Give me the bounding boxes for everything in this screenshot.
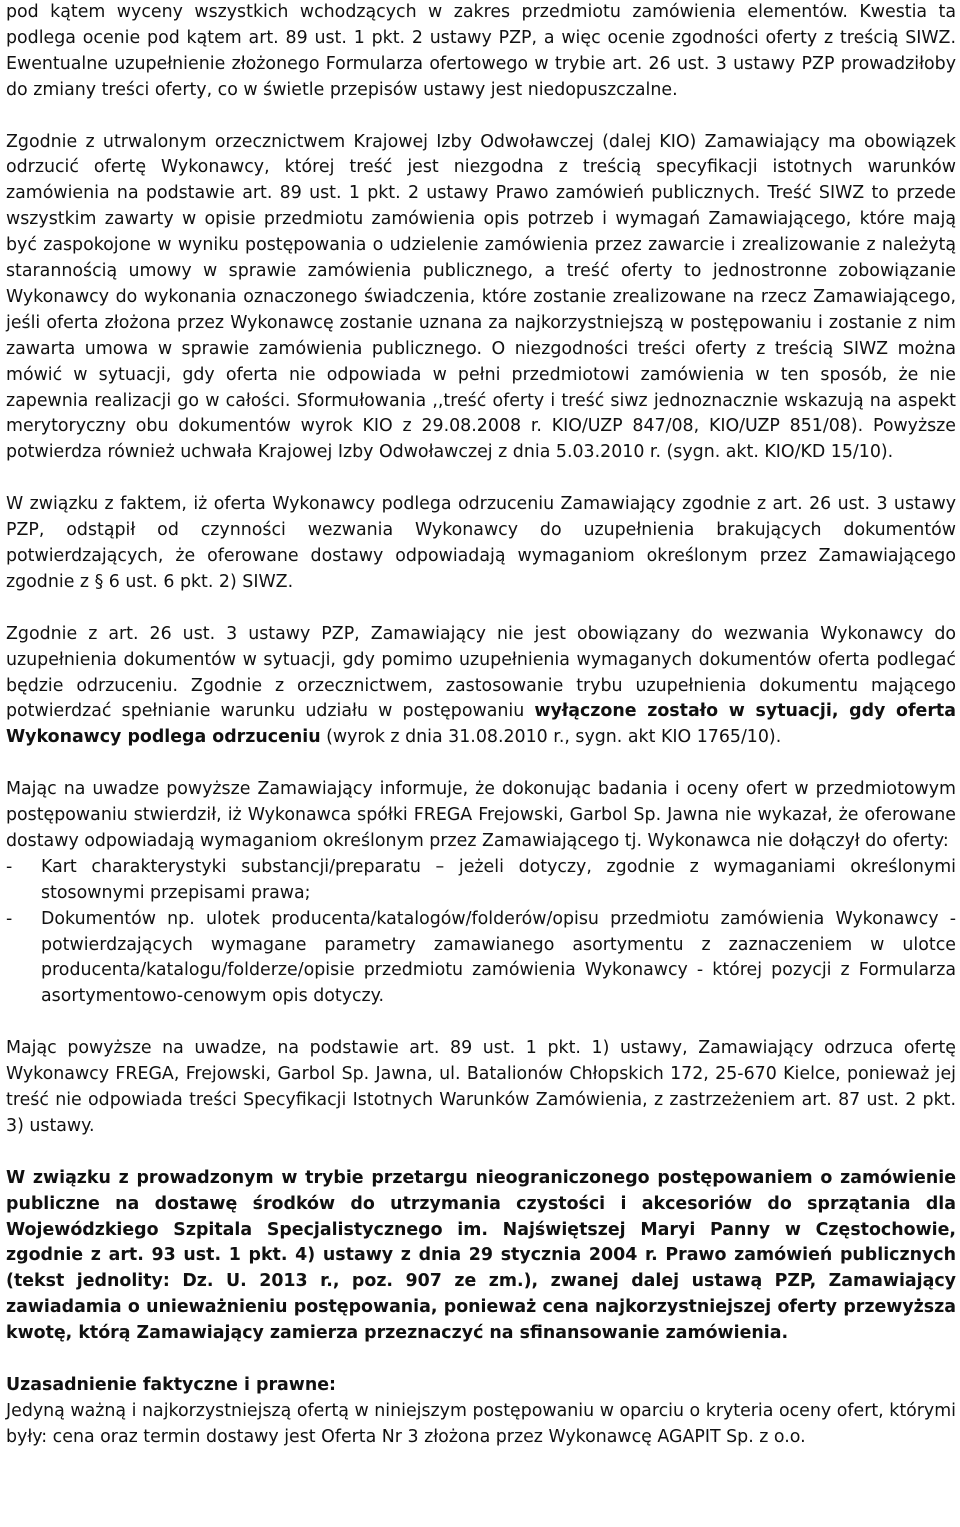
paragraph-intro: pod kątem wyceny wszystkich wchodzących w zakres przedmiotu zamówienia elementów. Kwestia ta podlega ocenie pod kątem art. 89 ust. 1 pkt. 2 ustawy PZP, a więc ocenie zgodności oferty z treścią SIWZ. Ewentualne uzupełnienie złożonego Formularza ofertowego w trybie art. 26 ust. 3 ustawy PZP prowadziłoby do zmiany treści oferty, co w świetle przepisów ustawy jest niedopuszczalne. (6, 2, 956, 100)
list-item (6, 907, 956, 1011)
paragraph-best-offer: Jedyną ważną i najkorzystniejszą ofertą w niniejszym postępowaniu w oparciu o kryteria oceny ofert, którymi były: cena oraz termin dostawy jest Oferta Nr 3 złożona przez Wykonawcę AGAPIT Sp. z o.o. (6, 1400, 956, 1447)
paragraph-art-26-text: Zgodnie z art. 26 ust. 3 ustawy PZP, Zamawiający nie jest obowiązany do wezwania Wykonawcy do uzupełnienia dokumentów w sytuacji, gdy pomimo uzupełnienia wymaganych dokumentów oferta podlegać będzie odrzuceniu. Zgodnie z orzecznictwem, zastosowanie trybu uzupełnienia dokumentu mającego potwierdzać spełnianie warunku udziału w postępowaniu (6, 623, 956, 722)
paragraph-withdrawal: W związku z faktem, iż oferta Wykonawcy podlega odrzuceniu Zamawiający zgodnie z art. 26 ust. 3 ustawy PZP, odstąpił od czynności wezwania Wykonawcy do uzupełnienia brakujących dokumentów potwierdzających, że oferowane dostawy odpowiadają wymaganiom określonym przez Zamawiającego zgodnie z § 6 ust. 6 pkt. 2) SIWZ. (6, 494, 956, 592)
document-page (6, 0, 956, 1451)
section-heading-justification: Uzasadnienie faktyczne i prawne: (6, 1374, 336, 1395)
list-dash: - (6, 856, 13, 877)
list-item-text: Dokumentów np. ulotek producenta/katalogów/folderów/opisu przedmiotu zamówienia Wykonawcy - potwierdzających wymagane parametry zamawianego asortymentu z zaznaczeniem w ulotce producenta/katalogu/folderze/opisie przedmiotu zamówienia Wykonawcy - której pozycji z Formularza asortymentowo-cenowym opis dotyczy. (41, 908, 956, 1007)
paragraph-kio-case-law: Zgodnie z utrwalonym orzecznictwem Krajowej Izby Odwoławczej (dalej KIO) Zamawiający ma obowiązek odrzucić ofertę Wykonawcy, której treść jest niezgodna z treścią specyfikacji istotnych warunków zamówienia na podstawie art. 89 ust. 1 pkt. 2 ustawy Prawo zamówień publicznych. Treść SIWZ to przede wszystkim zawarty w opisie przedmiotu zamówienia opis potrzeb i wymagań Zamawiającego, które mają być zaspokojone w wyniku postępowania o udzielenie zamówienia przez zawarcie i zrealizowanie z należytą starannością umowy w sprawie zamówienia publicznego, a treść oferty to jednostronne zobowiązanie Wykonawcy do wykonania oznaczonego świadczenia, które zostanie zrealizowane na rzecz Zamawiającego, jeśli oferta złożona przez Wykonawcę zostanie uznana za najkorzystniejszą w postępowaniu i zostanie z nim zawarta umowa w sprawie zamówienia publicznego. O niezgodności treści oferty z treścią SIWZ można mówić w sytuacji, gdy oferta nie odpowiada w pełni przedmiotowi zamówienia w ten sposób, że nie zapewnia realizacji go w całości. Sformułowania ,,treść oferty i treść siwz jednoznacznie wskazują na aspekt merytoryczny obu dokumentów wyrok KIO z 29.08.2008 r. KIO/UZP 847/08, KIO/UZP 851/08). Powyższe potwierdza również uchwała Krajowej Izby Odwoławczej z dnia 5.03.2010 r. (sygn. akt. KIO/KD 15/10). (6, 131, 956, 463)
list-item-text: Kart charakterystyki substancji/preparatu – jeżeli dotyczy, zgodnie z wymaganiami określonymi stosownymi przepisami prawa; (41, 856, 956, 903)
list-dash: - (6, 908, 13, 929)
paragraph-art-26-bold: wyłączone zostało w sytuacji, gdy oferta Wykonawcy podlega odrzuceniu (6, 701, 956, 748)
list-item (6, 855, 956, 907)
paragraph-art-26-tail: (wyrok z dnia 31.08.2010 r., sygn. akt KIO 1765/10). (320, 727, 782, 748)
paragraph-cancellation-notice: W związku z prowadzonym w trybie przetargu nieograniczonego postępowaniem o zamówienie publiczne na dostawę środków do utrzymania czystości i akcesoriów do sprzątania dla Wojewódzkiego Szpitala Specjalistycznego im. Najświętszej Maryi Panny w Częstochowie, zgodnie z art. 93 ust. 1 pkt. 4) ustawy z dnia 29 stycznia 2004 r. Prawo zamówień publicznych (tekst jednolity: Dz. U. 2013 r., poz. 907 ze zm.), zwanej dalej ustawą PZP, Zamawiający zawiadamia o unieważnieniu postępowania, ponieważ cena najkorzystniejszej oferty przewyższa kwotę, którą Zamawiający zamierza przeznaczyć na sfinansowanie zamówienia. (6, 1167, 956, 1344)
paragraph-rejection: Mając powyższe na uwadze, na podstawie art. 89 ust. 1 pkt. 1) ustawy, Zamawiający odrzuca ofertę Wykonawcy FREGA, Frejowski, Garbol Sp. Jawna, ul. Batalionów Chłopskich 172, 25-670 Kielce, ponieważ jej treść nie odpowiada treści Specyfikacji Istotnych Warunków Zamówienia, z zastrzeżeniem art. 87 ust. 2 pkt. 3) ustawy. (6, 1038, 956, 1136)
paragraph-art-26 (6, 622, 956, 752)
paragraph-frega-findings: Mając na uwadze powyższe Zamawiający informuje, że dokonując badania i oceny ofert w przedmiotowym postępowaniu stwierdził, iż Wykonawca spółki FREGA Frejowski, Garbol Sp. Jawna nie wykazał, że oferowane dostawy odpowiadają wymaganiom określonym przez Zamawiającego tj. Wykonawca nie dołączył do oferty: (6, 779, 956, 851)
